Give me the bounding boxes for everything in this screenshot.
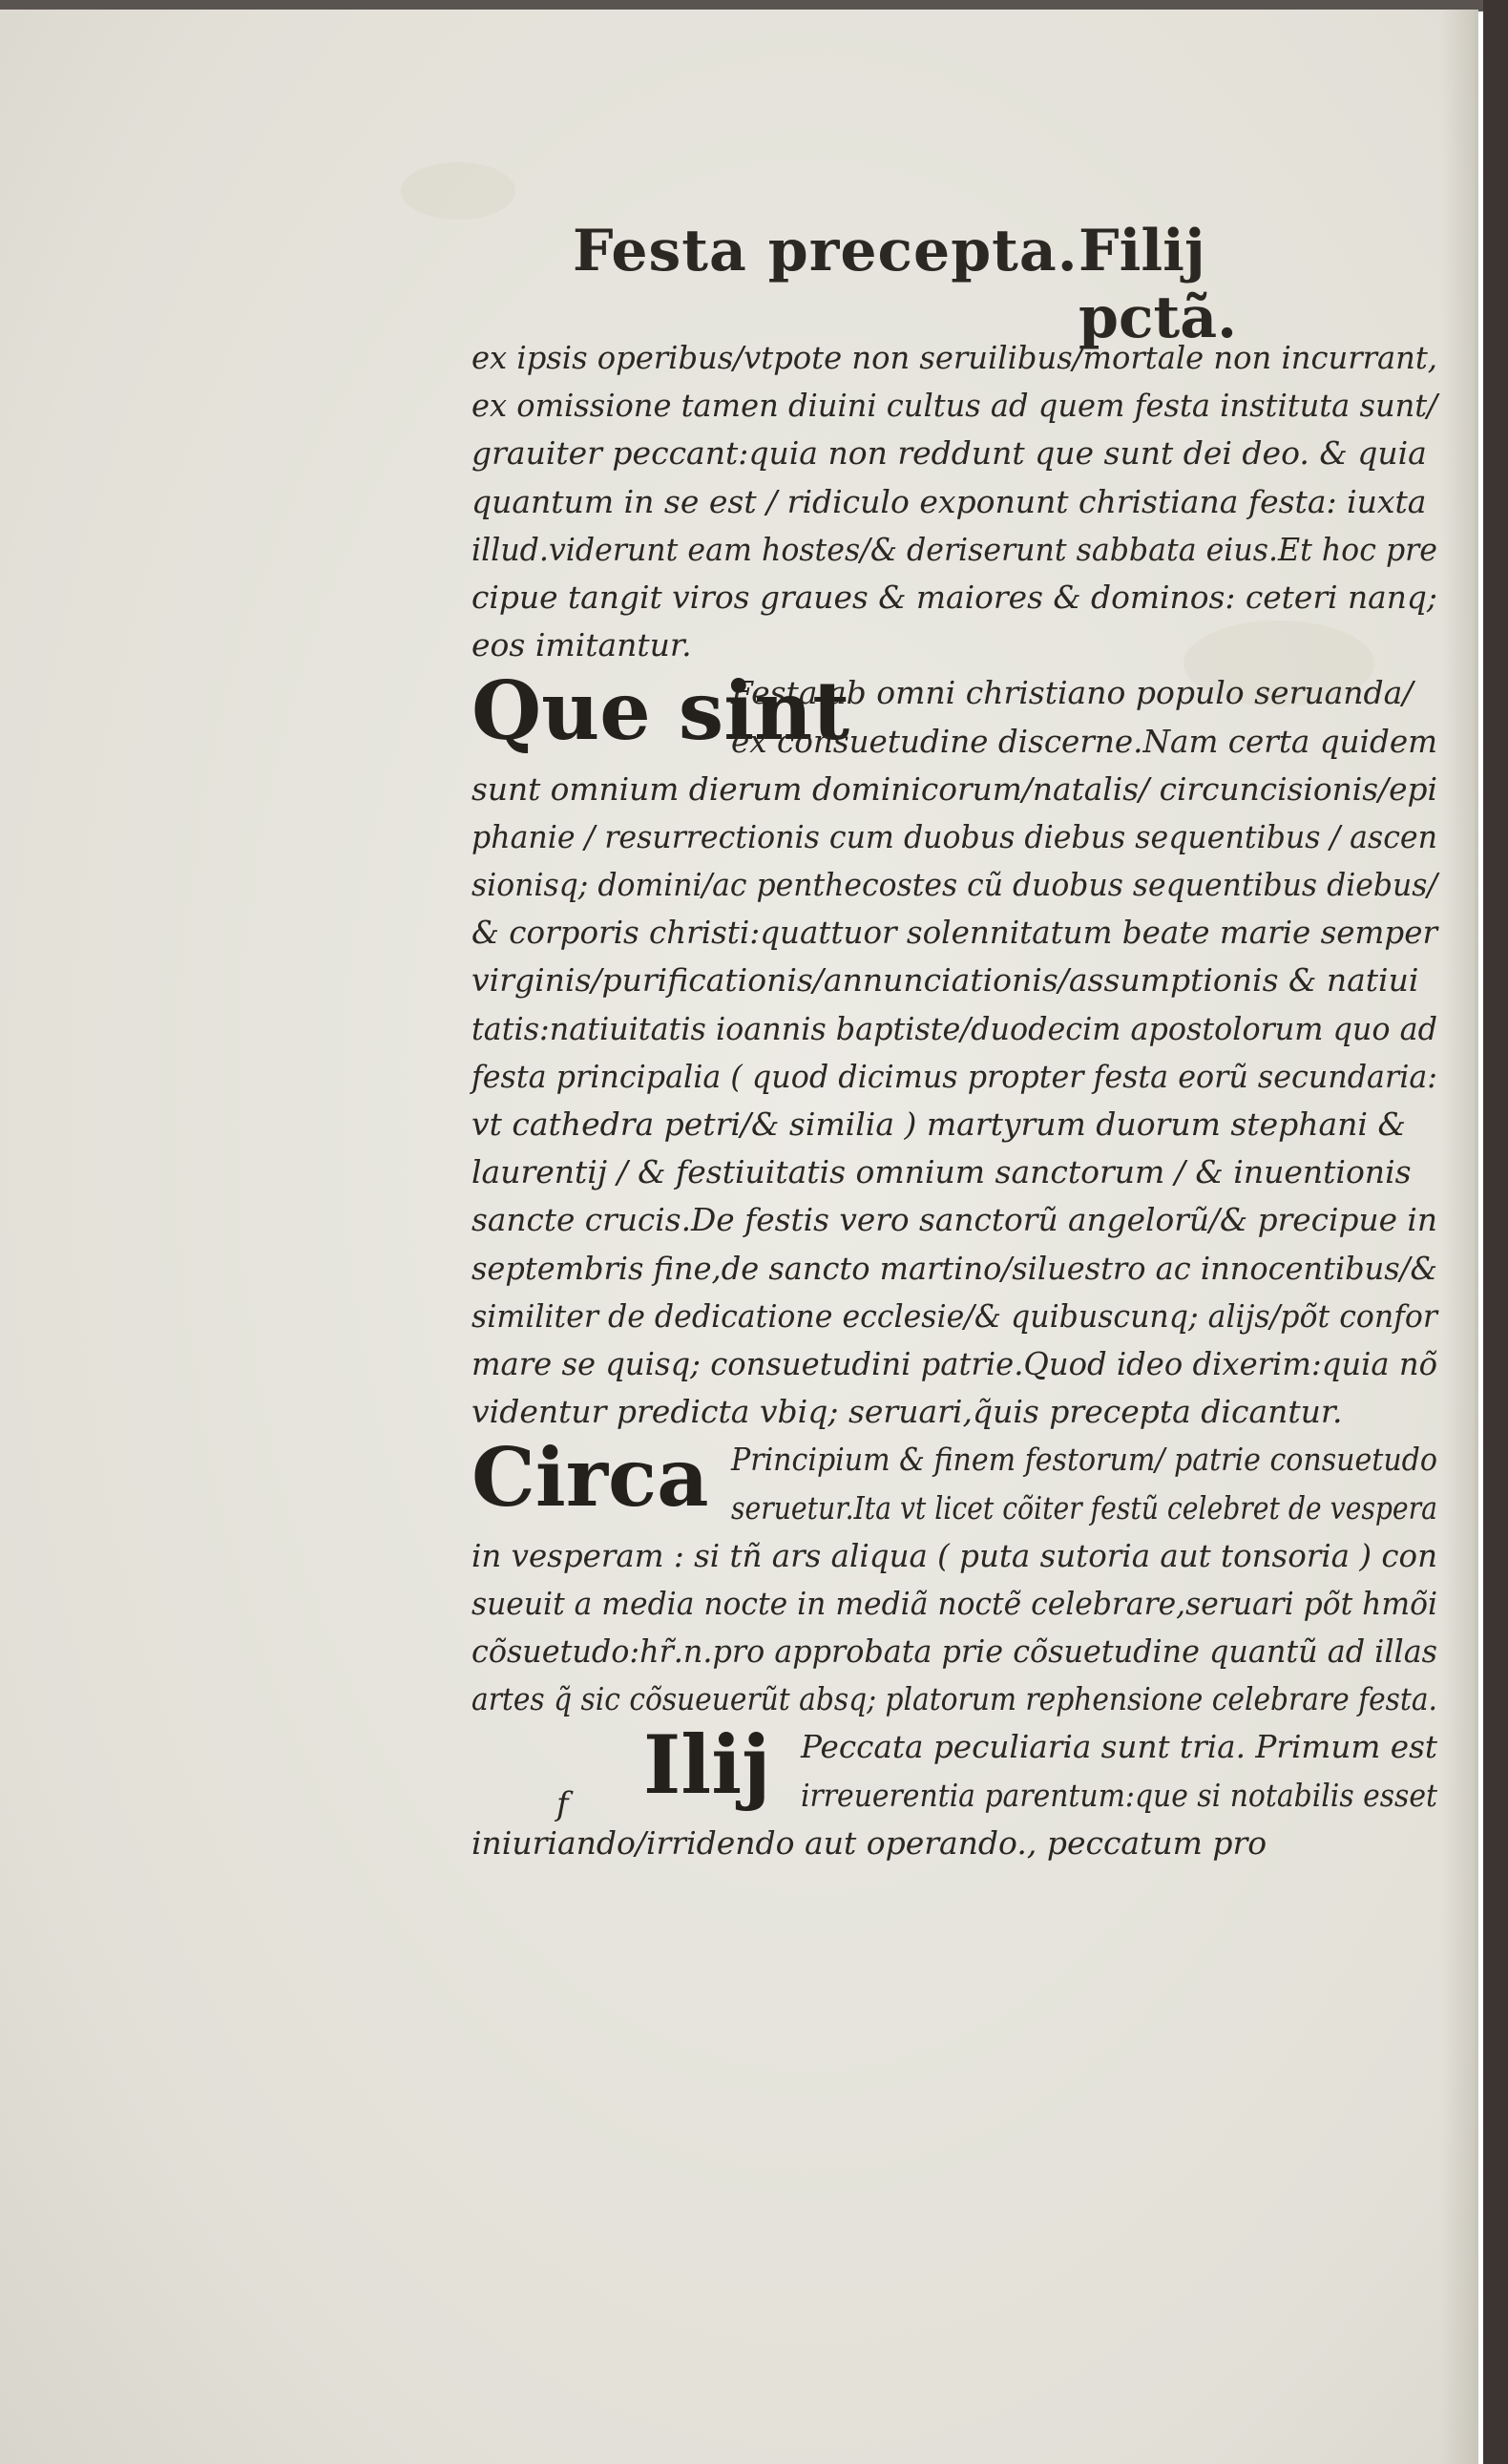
text-line: & corporis christi:quattuor solennitatum beate marie semper [471,914,1437,952]
text-line: in vesperam : si tñ ars aliqua ( puta sutoria aut tonsoria ) con [471,1536,1437,1574]
text-line: tatis:natiuitatis ioannis baptiste/duodecim apostolorum quo ad [471,1009,1437,1047]
text-line: sionisq; domini/ac penthecostes cũ duobus sequentibus diebus/ [471,866,1437,904]
text-line: ex ipsis operibus/vtpote non seruilibus/mortale non incurrant, [471,339,1437,376]
text-line: sueuit a media nocte in mediã noctẽ celebrare,seruari põt hmõi [471,1584,1437,1622]
text-line: ex omissione tamen diuini cultus ad quem festa instituta sunt/ [471,387,1437,425]
text-line: Principium & finem festorum/ patrie consuetudo [731,1441,1437,1479]
paragraph-3 [471,1430,1445,1723]
text-line: eos imitantur. [471,626,692,664]
scanner-frame-right [1483,0,1508,2464]
page-edge-shadow [1441,10,1475,2464]
initial-heading: Circa [471,1430,709,1526]
paragraph-4 [471,1717,1445,1867]
text-line: festa principalia ( quod dicimus propter festa eorũ secundaria: [471,1057,1437,1095]
text-line: illud.viderunt eam hostes/& deriserunt sabbata eius.Et hoc pre [471,530,1437,568]
text-line: phanie / resurrectionis cum duobus diebus sequentibus / ascen [471,817,1437,855]
text-line: sunt omnium dierum dominicorum/natalis/ circuncisionis/epi [471,769,1437,808]
initial-heading: Que sint [471,663,850,759]
text-line: grauiter peccant:quia non reddunt que sunt dei deo. & quia [471,434,1427,473]
text-line: cipue tangit viros graues & maiores & dominos: ceteri nanq; [471,578,1437,616]
header-left-title: Festa precepta. [573,218,1079,284]
text-line: vt cathedra petri/& similia ) martyrum duorum stephani & [471,1106,1406,1143]
text-line: irreuerentia parentum:que si notabilis esset [801,1776,1437,1814]
text-line: seruetur.Ita vt licet cõiter festũ celebret de vespera [731,1488,1437,1527]
text-line: laurentij / & festiuitatis omnium sanctorum / & inuentionis [471,1153,1412,1191]
text-line: virginis/purificationis/annunciationis/assumptionis & natiui [471,961,1419,1000]
text-line: Peccata peculiaria sunt tria. Primum est [801,1728,1437,1766]
text-line: quantum in se est / ridiculo exponunt christiana festa: iuxta [471,482,1427,520]
text-line: sancte crucis.De festis vero sanctorũ angelorũ/& precipue in [471,1201,1437,1239]
paragraph-1 [471,334,1445,669]
paragraph-2 [471,663,1445,1436]
text-line: septembris fine,de sancto martino/siluestro ac innocentibus/& [471,1249,1437,1287]
text-line: iniuriando/irridendo aut operando., peccatum pro [471,1823,1267,1862]
text-line: mare se quisq; consuetudini patrie.Quod ideo dixerim:quia nõ [471,1344,1437,1382]
text-line: cõsuetudo:hr̃.n.pro approbata prie cõsuetudine quantũ ad illas [471,1632,1437,1671]
initial-heading: Ilij [643,1717,771,1813]
signature-mark: f [556,1785,569,1823]
header-right-title: Filij pctã. [1079,218,1237,351]
text-line: videntur predicta vbiq; seruari,q̃uis precepta dicantur. [471,1393,1343,1431]
running-header [573,218,1355,351]
text-line: ex consuetudine discerne.Nam certa quidem [731,722,1437,760]
text-line: artes q̃ sic cõsueuerũt absq; platorum rephensione celebrare festa. [471,1680,1437,1718]
text-line: similiter de dedicatione ecclesie/& quibuscunq; alijs/põt confor [471,1296,1437,1335]
page-body [471,334,1445,1867]
paper-stain [401,162,515,220]
text-line: Festa ab omni christiano populo seruanda/ [731,674,1414,712]
